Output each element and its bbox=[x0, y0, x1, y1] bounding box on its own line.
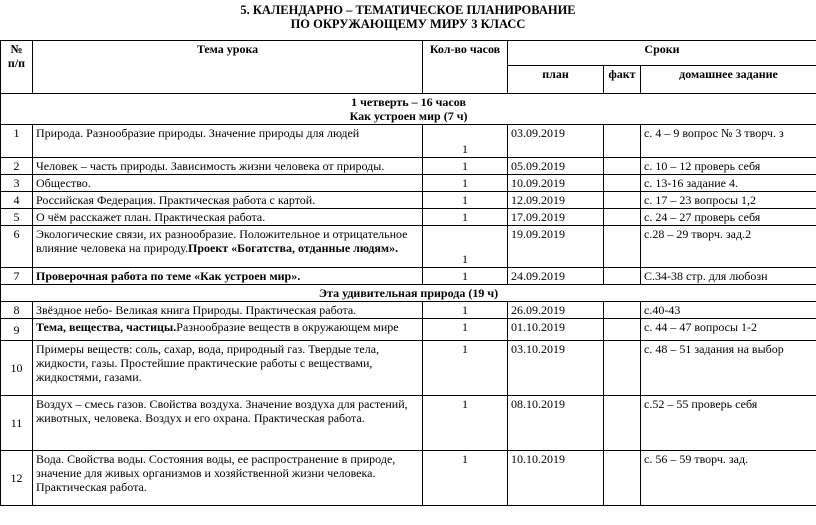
lesson-topic bbox=[33, 209, 423, 226]
lesson-fact-date bbox=[604, 226, 641, 268]
lesson-topic-text: Вода. Свойства воды. Состояния воды, ее распространение в природе, значение для живых организмов и хозяйственной жизни человека. Практическая работа. bbox=[36, 452, 396, 494]
table-row bbox=[1, 319, 816, 341]
lesson-plan-date: 26.09.2019 bbox=[508, 302, 604, 319]
row-number: 10 bbox=[1, 341, 33, 396]
table-row bbox=[1, 125, 816, 158]
lesson-topic bbox=[33, 192, 423, 209]
lesson-homework: с. 4 – 9 вопрос № 3 творч. з bbox=[641, 125, 816, 158]
row-number: 7 bbox=[1, 268, 33, 285]
lesson-topic-text: Природа. Разнообразие природы. Значение природы для людей bbox=[36, 126, 360, 140]
lesson-hours: 1 bbox=[423, 319, 508, 341]
lesson-topic-bold-text: Проект «Богатства, отданные людям». bbox=[188, 241, 399, 255]
lesson-topic-text: Звёздное небо- Великая книга Природы. Практическая работа. bbox=[36, 303, 357, 317]
lesson-plan-date: 12.09.2019 bbox=[508, 192, 604, 209]
lesson-topic bbox=[33, 451, 423, 506]
lesson-topic-text: Человек – часть природы. Зависимость жизни человека от природы. bbox=[36, 159, 385, 173]
lesson-fact-date bbox=[604, 319, 641, 341]
lesson-hours: 1 bbox=[423, 175, 508, 192]
row-number: 12 bbox=[1, 451, 33, 506]
lesson-topic bbox=[33, 175, 423, 192]
row-number: 8 bbox=[1, 302, 33, 319]
lesson-topic bbox=[33, 341, 423, 396]
document-title-line2: ПО ОКРУЖАЮЩЕМУ МИРУ 3 КЛАСС bbox=[290, 17, 526, 31]
lesson-topic-text: Российская Федерация. Практическая работа с картой. bbox=[36, 193, 316, 207]
lesson-plan-date: 17.09.2019 bbox=[508, 209, 604, 226]
lesson-hours: 1 bbox=[423, 125, 508, 158]
row-number: 2 bbox=[1, 158, 33, 175]
lesson-fact-date bbox=[604, 268, 641, 285]
lesson-hours: 1 bbox=[423, 451, 508, 506]
table-row bbox=[1, 268, 816, 285]
lesson-plan-date: 08.10.2019 bbox=[508, 396, 604, 451]
table-row bbox=[1, 158, 816, 175]
lesson-topic bbox=[33, 158, 423, 175]
lesson-topic-bold-text: Тема, вещества, частицы. bbox=[36, 320, 177, 334]
lesson-hours: 1 bbox=[423, 209, 508, 226]
row-number: 11 bbox=[1, 396, 33, 451]
lesson-topic bbox=[33, 125, 423, 158]
section-title-2: Эта удивительная природа (19 ч) bbox=[1, 285, 816, 302]
header-hours: Кол-во часов bbox=[423, 41, 508, 94]
row-number: 4 bbox=[1, 192, 33, 209]
lesson-fact-date bbox=[604, 341, 641, 396]
lesson-hours: 1 bbox=[423, 268, 508, 285]
lesson-homework: с. 48 – 51 задания на выбор bbox=[641, 341, 816, 396]
lesson-fact-date bbox=[604, 209, 641, 226]
header-topic: Тема урока bbox=[33, 41, 423, 94]
header-plan: план bbox=[508, 66, 604, 94]
lesson-topic-text: О чём расскажет план. Практическая работа. bbox=[36, 210, 266, 224]
lesson-fact-date bbox=[604, 158, 641, 175]
lesson-hours: 1 bbox=[423, 192, 508, 209]
lesson-fact-date bbox=[604, 451, 641, 506]
lesson-hours: 1 bbox=[423, 158, 508, 175]
lesson-topic bbox=[33, 396, 423, 451]
table-row bbox=[1, 451, 816, 506]
lesson-topic bbox=[33, 319, 423, 341]
lesson-plan-date: 24.09.2019 bbox=[508, 268, 604, 285]
document-title-line1: 5. КАЛЕНДАРНО – ТЕМАТИЧЕСКОЕ ПЛАНИРОВАНИЕ bbox=[240, 3, 576, 17]
lesson-homework: с.28 – 29 творч. зад.2 bbox=[641, 226, 816, 268]
row-number: 6 bbox=[1, 226, 33, 268]
lesson-topic-bold-text: Проверочная работа по теме «Как устроен мир». bbox=[36, 269, 301, 283]
lesson-plan-date: 10.09.2019 bbox=[508, 175, 604, 192]
lesson-homework: с. 24 – 27 проверь себя bbox=[641, 209, 816, 226]
lesson-fact-date bbox=[604, 175, 641, 192]
lesson-plan-date: 01.10.2019 bbox=[508, 319, 604, 341]
lesson-fact-date bbox=[604, 192, 641, 209]
table-row bbox=[1, 209, 816, 226]
lesson-homework: с. 17 – 23 вопросы 1,2 bbox=[641, 192, 816, 209]
section-row bbox=[1, 285, 816, 302]
lesson-homework: с. 13-16 задание 4. bbox=[641, 175, 816, 192]
lesson-homework: С.34-38 стр. для любозн bbox=[641, 268, 816, 285]
table-row bbox=[1, 192, 816, 209]
lesson-topic bbox=[33, 268, 423, 285]
lesson-hours: 1 bbox=[423, 341, 508, 396]
lesson-topic-text: Экологические связи, их разнообразие. Положительное и отрицательное влияние человека на природу. bbox=[36, 227, 408, 255]
lesson-homework: с.40-43 bbox=[641, 302, 816, 319]
lesson-homework: с. 10 – 12 проверь себя bbox=[641, 158, 816, 175]
lesson-topic bbox=[33, 226, 423, 268]
lesson-plan-date: 10.10.2019 bbox=[508, 451, 604, 506]
table-row bbox=[1, 341, 816, 396]
lesson-plan-date: 05.09.2019 bbox=[508, 158, 604, 175]
lesson-fact-date bbox=[604, 302, 641, 319]
lesson-topic bbox=[33, 302, 423, 319]
table-row bbox=[1, 226, 816, 268]
header-homework: домашнее задание bbox=[641, 66, 816, 94]
header-fact: факт bbox=[604, 66, 641, 94]
row-number: 3 bbox=[1, 175, 33, 192]
lesson-plan-date: 19.09.2019 bbox=[508, 226, 604, 268]
table-row bbox=[1, 175, 816, 192]
lesson-fact-date bbox=[604, 125, 641, 158]
lesson-homework: с. 44 – 47 вопросы 1-2 bbox=[641, 319, 816, 341]
header-dates: Сроки bbox=[508, 41, 816, 66]
lesson-topic-text: Разнообразие веществ в окружающем мире bbox=[176, 320, 399, 334]
lesson-fact-date bbox=[604, 396, 641, 451]
lesson-homework: с. 56 – 59 творч. зад. bbox=[641, 451, 816, 506]
lesson-topic-text: Общество. bbox=[36, 176, 91, 190]
plan-table bbox=[0, 40, 816, 506]
lesson-hours: 1 bbox=[423, 226, 508, 268]
lesson-hours: 1 bbox=[423, 302, 508, 319]
lesson-plan-date: 03.10.2019 bbox=[508, 341, 604, 396]
row-number: 1 bbox=[1, 125, 33, 158]
lesson-topic-text: Воздух – смесь газов. Свойства воздуха. Значение воздуха для растений, животных, человека. Воздух и его охрана. Практическая работа. bbox=[36, 397, 408, 425]
section-title-1: Как устроен мир (7 ч) bbox=[349, 109, 468, 123]
lesson-homework: с.52 – 55 проверь себя bbox=[641, 396, 816, 451]
row-number: 5 bbox=[1, 209, 33, 226]
header-num: № п/п bbox=[1, 41, 33, 94]
row-number: 9 bbox=[1, 319, 33, 341]
lesson-plan-date: 03.09.2019 bbox=[508, 125, 604, 158]
lesson-topic-text: Примеры веществ: соль, сахар, вода, природный газ. Твердые тела, жидкости, газы. Простейшие практические работы с веществами, жидкостями, газами. bbox=[36, 342, 380, 384]
table-row bbox=[1, 302, 816, 319]
section-quarter: 1 четверть – 16 часов bbox=[351, 95, 466, 109]
table-row bbox=[1, 396, 816, 451]
lesson-hours: 1 bbox=[423, 396, 508, 451]
